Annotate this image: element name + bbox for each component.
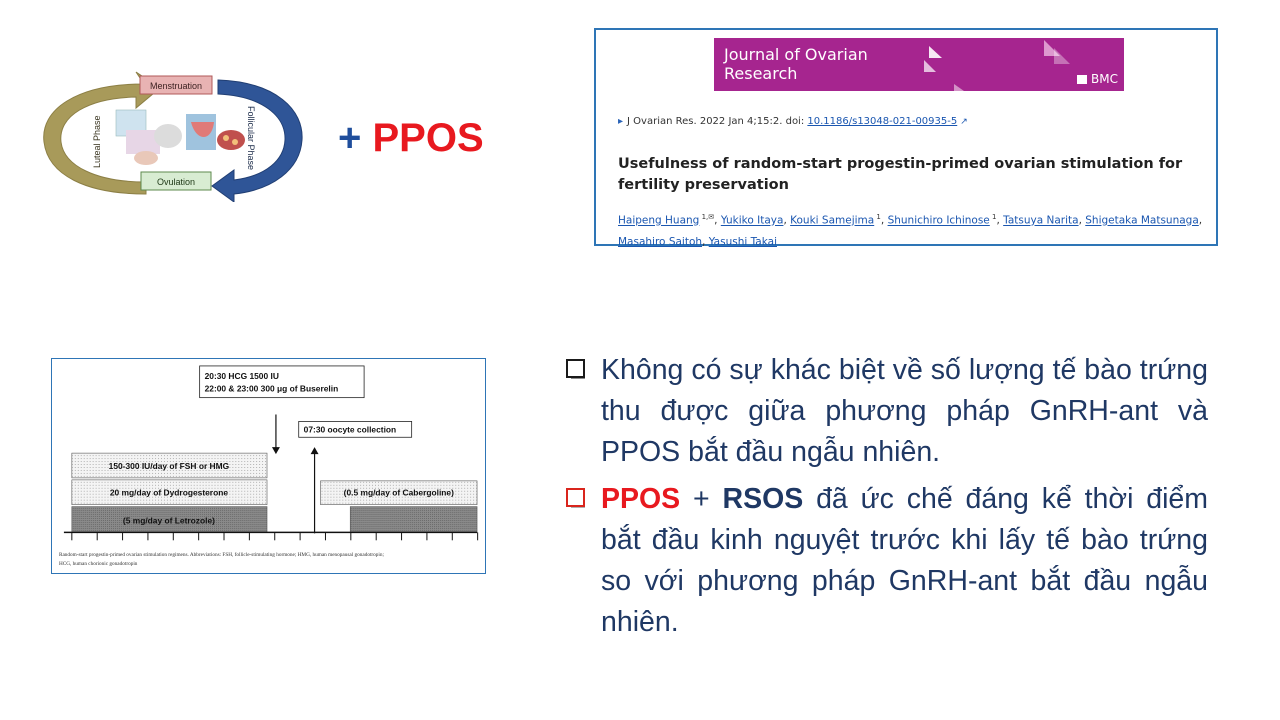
bmc-logo-icon bbox=[1077, 75, 1087, 84]
bullet-2 bbox=[565, 479, 1208, 643]
citation-line bbox=[618, 116, 968, 127]
author-link[interactable]: Yukiko Itaya bbox=[720, 214, 784, 227]
article-screenshot bbox=[594, 28, 1218, 246]
author-affiliation: 1 bbox=[989, 213, 997, 221]
author-list: Haipeng Huang $^{1,✉}$, Yukiko Itaya, Kouki Samejima $^1$, Shunichiro Ichinose $^1$, Tatsuya Narita, Shigetaka Matsunaga, Masahiro Saitoh, Yasushi Takai bbox=[618, 213, 1203, 248]
journal-name: Journal of Ovarian Research bbox=[724, 45, 868, 83]
author-link[interactable]: Masahiro Saitoh bbox=[618, 235, 703, 248]
author-affiliation: 1 bbox=[874, 213, 881, 221]
fsh-bar-label: 150-300 IU/day of FSH or HMG bbox=[108, 460, 230, 471]
bmc-logo-text: BMC bbox=[1091, 72, 1118, 86]
checkbox-bullet-icon bbox=[566, 359, 585, 378]
author-link[interactable]: Shigetaka Matsunaga bbox=[1085, 214, 1199, 227]
author-link[interactable]: Kouki Samejima bbox=[790, 214, 875, 227]
cabergoline-bar-label: (0.5 mg/day of Cabergoline) bbox=[343, 487, 454, 498]
bullet-2-text: đã ức chế đáng kể thời điểm bắt đầu kinh nguyệt trước khi lấy tế bào trứng so với phương pháp GnRH-ant bắt đầu ngẫu nhiên. bbox=[601, 483, 1208, 638]
stimulation-timeline-figure bbox=[51, 358, 486, 574]
doi-link[interactable]: 10.1186/s13048-021-00935-5 bbox=[807, 116, 958, 127]
journal-banner bbox=[714, 38, 1124, 91]
bullet-list bbox=[565, 350, 1208, 643]
menstruation-label: Menstruation bbox=[149, 81, 203, 91]
dydrogesterone-bar-label: 20 mg/day of Dydrogesterone bbox=[109, 487, 229, 498]
caret-icon: ▸ bbox=[618, 116, 624, 127]
ppos-label: PPOS bbox=[372, 116, 484, 160]
checkbox-bullet-icon bbox=[566, 488, 585, 507]
plus-ppos-heading bbox=[338, 112, 484, 164]
ovulation-label: Ovulation bbox=[156, 177, 196, 187]
author-affiliation: 1,✉ bbox=[699, 213, 715, 221]
figure-caption-line1: Random-start progestin-primed ovarian stimulation regimens. Abbreviations: FSH, follicle-stimulating hormone; HMG, human menopausal gonadotropin; bbox=[58, 552, 384, 559]
oocyte-collection-label: 07:30 oocyte collection bbox=[303, 424, 397, 435]
luteal-phase-label: Luteal Phase bbox=[92, 115, 102, 168]
buserelin-label: 22:00 & 23:00 300 μg of Buserelin bbox=[204, 383, 339, 394]
plus-sign: + bbox=[338, 116, 362, 160]
author-link[interactable]: Haipeng Huang bbox=[618, 214, 700, 227]
bullet-1-text: Không có sự khác biệt về số lượng tế bào trứng thu được giữa phương pháp GnRH-ant và PPOS bắt đầu ngẫu nhiên. bbox=[601, 354, 1208, 468]
hcg-label: 20:30 HCG 1500 IU bbox=[204, 370, 279, 381]
figure-caption-line2: HCG, human chorionic gonadotropin bbox=[58, 561, 138, 568]
bullet-2-ppos: PPOS bbox=[601, 483, 681, 515]
menstrual-cycle-diagram bbox=[36, 70, 310, 202]
author-link[interactable]: Yasushi Takai bbox=[708, 235, 777, 248]
article-title: Usefulness of random-start progestin-primed ovarian stimulation for fertility preservation bbox=[618, 156, 1183, 193]
bullet-1 bbox=[565, 350, 1208, 473]
external-link-icon[interactable]: ↗ bbox=[960, 117, 968, 127]
author-link[interactable]: Shunichiro Ichinose bbox=[887, 214, 990, 227]
bullet-2-rsos: RSOS bbox=[722, 483, 804, 515]
bullet-2-plus: + bbox=[680, 483, 723, 515]
bmc-logo bbox=[1077, 72, 1118, 86]
letrozole-bar-label: (5 mg/day of Letrozole) bbox=[122, 515, 215, 526]
follicular-phase-label: Follicular Phase bbox=[246, 106, 256, 171]
citation-text: J Ovarian Res. 2022 Jan 4;15:2. doi: bbox=[627, 116, 808, 127]
timeline-ticks bbox=[72, 532, 478, 540]
author-link[interactable]: Tatsuya Narita bbox=[1003, 214, 1079, 227]
